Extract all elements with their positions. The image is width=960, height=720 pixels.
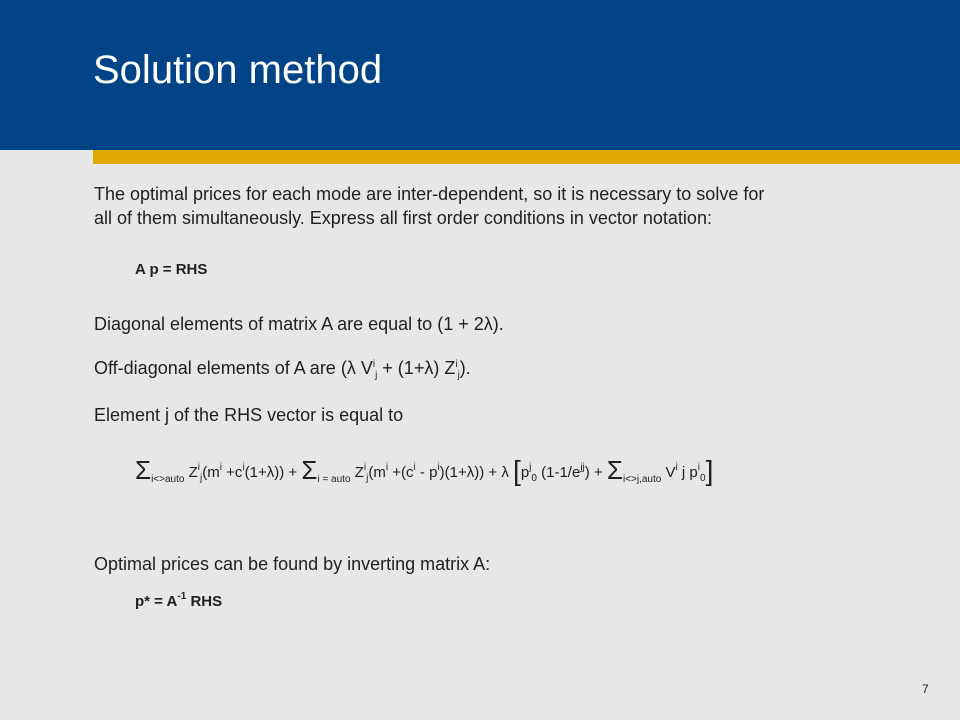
intro-line-1: The optimal prices for each mode are inter-dependent, so it is necessary to solve for bbox=[94, 184, 765, 204]
page-number: 7 bbox=[922, 682, 929, 696]
equation-a-p-rhs: A p = RHS bbox=[135, 261, 208, 278]
solution-equation: $p* = A^{-1}$ RHS bbox=[135, 591, 223, 610]
inverse-intro-text: Optimal prices can be found by inverting matrix A: bbox=[94, 554, 491, 574]
intro-line-2: all of them simultaneously. Express all first order conditions in vector notation: bbox=[94, 208, 712, 228]
rhs-formula: $\Sigma_{i<>auto}$ $Z^i_j(m^i +c^i(1+\lambda)) + \Sigma_{i = auto}$ $Z^i_j(m^i +(c^i - p^i)(1+\lambda)) + \lambda$ [$p^j_0$ $(1-1/e^{jj}) + \Sigma_{i<>j,auto}$ $V^i$ j $p^i_0$] bbox=[135, 455, 714, 486]
summation-symbol: Σ bbox=[606, 455, 623, 485]
left-bracket: [ bbox=[513, 455, 521, 486]
summation-symbol: Σ bbox=[135, 455, 152, 485]
summation-symbol: Σ bbox=[301, 455, 318, 485]
right-bracket: ] bbox=[705, 455, 714, 486]
slide-title: Solution method bbox=[93, 48, 383, 92]
diagonal-elements-text: Diagonal elements of matrix A are equal to (1 + 2λ). bbox=[94, 314, 504, 334]
accent-bar bbox=[93, 150, 960, 164]
off-diagonal-elements-text: Off-diagonal elements of A are (λ $V^i_j + (1+\lambda)$ $Z^i_j$). bbox=[94, 358, 471, 381]
rhs-element-intro: Element j of the RHS vector is equal to bbox=[94, 405, 404, 425]
